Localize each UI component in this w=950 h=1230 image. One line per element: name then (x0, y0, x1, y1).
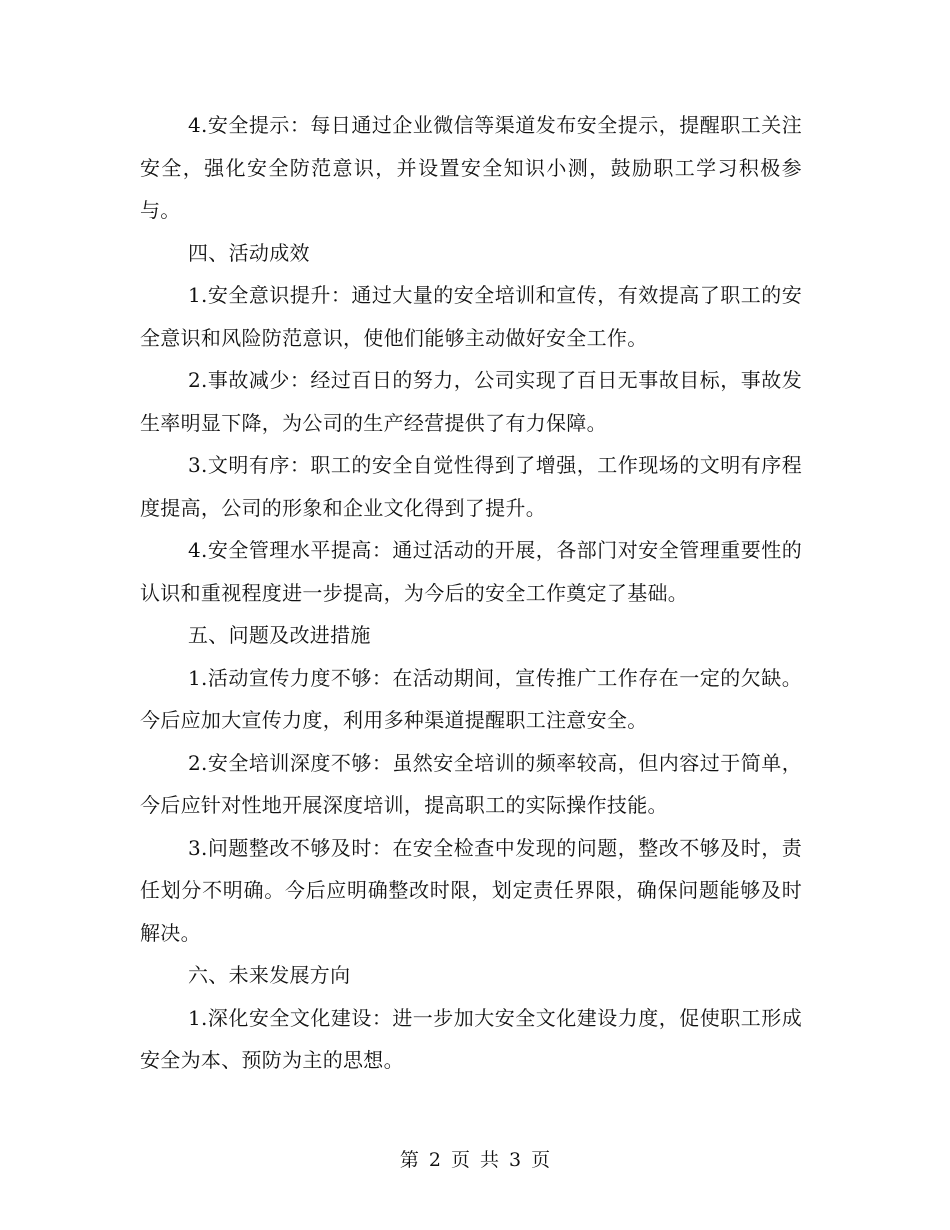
section-heading-results: 四、活动成效 (188, 240, 310, 265)
paragraph-safety-tips: 4.安全提示：每日通过企业微信等渠道发布安全提示，提醒职工关注安全，强化安全防范意识，并设置安全知识小测，鼓励职工学习积极参与。 (140, 113, 802, 222)
paragraph-publicity: 1.活动宣传力度不够：在活动期间，宣传推广工作存在一定的欠缺。今后应加大宣传力度，利用多种渠道提醒职工注意安全。 (140, 665, 802, 732)
page-number-footer: 第 2 页 共 3 页 (399, 1149, 551, 1171)
paragraph-training-depth: 2.安全培训深度不够：虽然安全培训的频率较高，但内容过于简单，今后应针对性地开展深度培训，提高职工的实际操作技能。 (140, 750, 802, 817)
paragraph-safety-culture: 1.深化安全文化建设：进一步加大安全文化建设力度，促使职工形成安全为本、预防为主的思想。 (140, 1005, 802, 1072)
paragraph-accident-reduction: 2.事故减少：经过百日的努力，公司实现了百日无事故目标，事故发生率明显下降，为公司的生产经营提供了有力保障。 (140, 368, 802, 435)
paragraph-management-level: 4.安全管理水平提高：通过活动的开展，各部门对安全管理重要性的认识和重视程度进一步提高，为今后的安全工作奠定了基础。 (140, 538, 802, 605)
document-body (140, 104, 802, 1082)
paragraph-rectification: 3.问题整改不够及时：在安全检查中发现的问题，整改不够及时，责任划分不明确。今后应明确整改时限，划定责任界限，确保问题能够及时解决。 (140, 835, 802, 945)
section-heading-future: 六、未来发展方向 (188, 963, 351, 987)
section-heading-problems: 五、问题及改进措施 (188, 623, 371, 647)
paragraph-awareness: 1.安全意识提升：通过大量的安全培训和宣传，有效提高了职工的安全意识和风险防范意识，使他们能够主动做好安全工作。 (140, 283, 802, 350)
paragraph-civilized-order: 3.文明有序：职工的安全自觉性得到了增强，工作现场的文明有序程度提高，公司的形象和企业文化得到了提升。 (140, 453, 802, 520)
